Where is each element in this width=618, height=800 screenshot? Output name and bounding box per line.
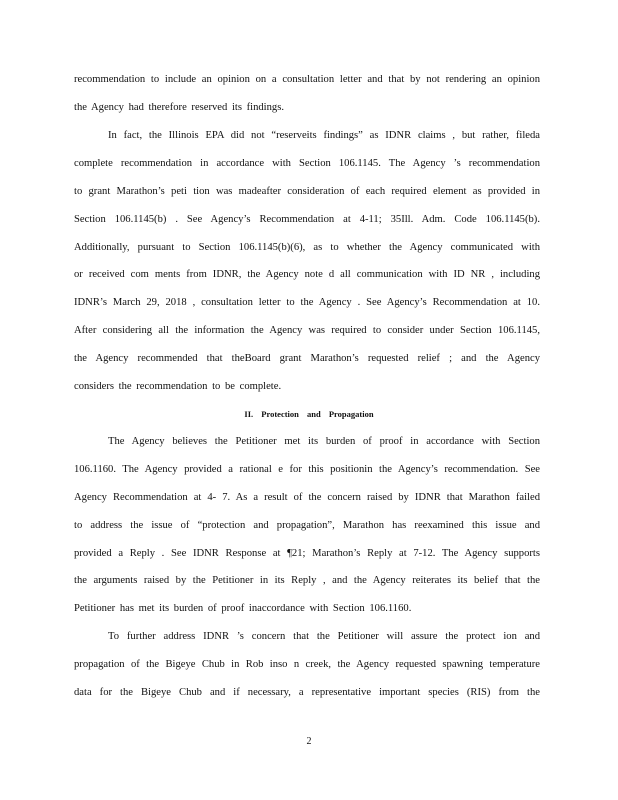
- body-line: After considering all the information the Agency was required to consider under Section 106.1145,: [74, 325, 540, 336]
- body-line: provided a Reply . See IDNR Response at ¶21; Marathon’s Reply at 7-12. The Agency supports: [74, 548, 540, 559]
- section-heading: II. Protection and Propagation: [244, 409, 374, 419]
- body-line: 106.1160. The Agency provided a rational e for this positionin the Agency’s recommendation. See: [74, 464, 540, 475]
- body-line: the Agency recommended that theBoard grant Marathon’s requested relief ; and the Agency: [74, 353, 540, 364]
- body-line: Additionally, pursuant to Section 106.1145(b)(6), as to whether the Agency communicated with: [74, 242, 540, 253]
- body-line: propagation of the Bigeye Chub in Rob inso n creek, the Agency requested spawning temperature: [74, 659, 540, 670]
- body-line: or received com ments from IDNR, the Agency note d all communication with ID NR , including: [74, 269, 540, 280]
- body-line: In fact, the Illinois EPA did not “reserveits findings” as IDNR claims , but rather, fileda: [108, 130, 540, 141]
- body-line: complete recommendation in accordance with Section 106.1145. The Agency ’s recommendation: [74, 158, 540, 169]
- body-line: the arguments raised by the Petitioner in its Reply , and the Agency reiterates its belief that the: [74, 575, 540, 586]
- body-line: considers the recommendation to be complete.: [74, 381, 282, 392]
- body-line: IDNR’s March 29, 2018 , consultation letter to the Agency . See Agency’s Recommendation at 10.: [74, 297, 540, 308]
- page-number: 2: [306, 736, 312, 747]
- body-line: to grant Marathon’s peti tion was madeafter consideration of each required element as provided in: [74, 186, 540, 197]
- body-line: Section 106.1145(b) . See Agency’s Recommendation at 4-11; 35Ill. Adm. Code 106.1145(b).: [74, 214, 540, 225]
- body-line: data for the Bigeye Chub and if necessary, a representative important species (RIS) from the: [74, 687, 540, 698]
- body-line: recommendation to include an opinion on a consultation letter and that by not rendering an opinion: [74, 74, 540, 85]
- body-line: Agency Recommendation at 4- 7. As a result of the concern raised by IDNR that Marathon failed: [74, 492, 540, 503]
- body-line: The Agency believes the Petitioner met its burden of proof in accordance with Section: [108, 436, 540, 447]
- body-line: Petitioner has met its burden of proof inaccordance with Section 106.1160.: [74, 603, 412, 614]
- body-line: To further address IDNR ’s concern that the Petitioner will assure the protect ion and: [108, 631, 540, 642]
- body-line: the Agency had therefore reserved its findings.: [74, 102, 284, 113]
- body-line: to address the issue of “protection and propagation”, Marathon has reexamined this issue and: [74, 520, 540, 531]
